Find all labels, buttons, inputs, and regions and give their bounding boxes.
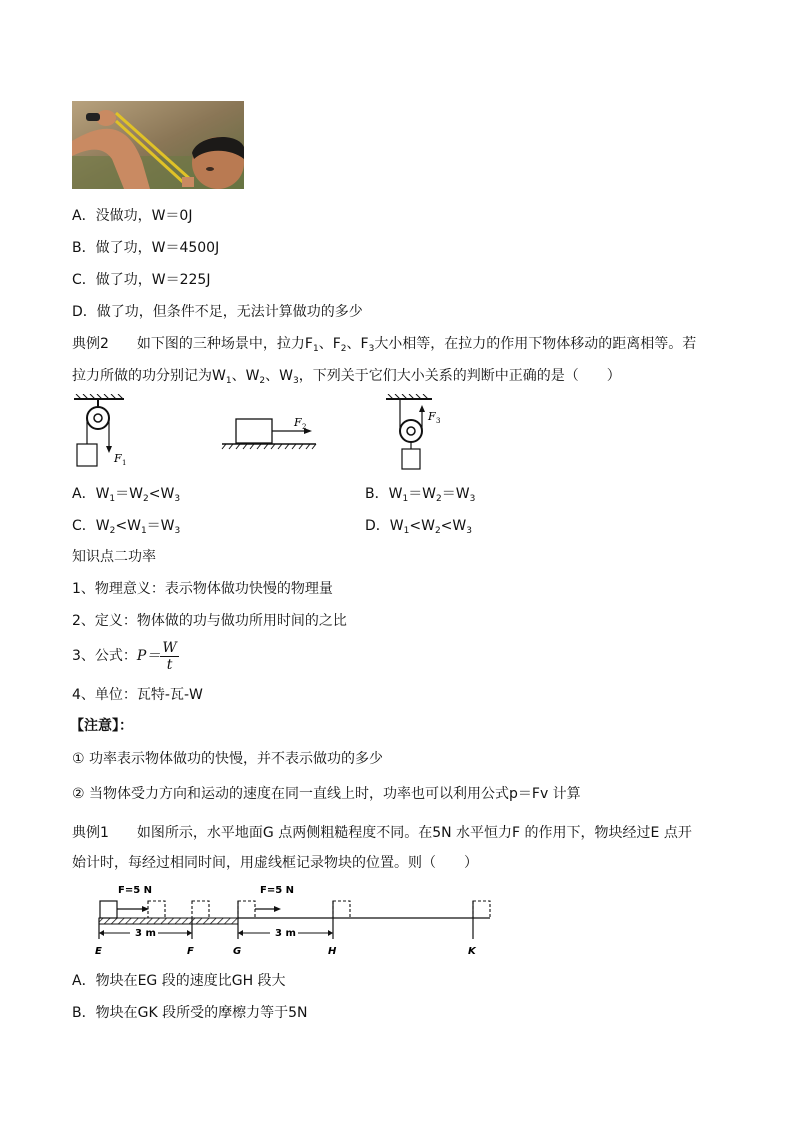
label-f2-sub: 2 [302, 423, 307, 431]
separator: 、W [265, 368, 293, 384]
subscript: 1 [402, 494, 409, 504]
subscript: 1 [140, 526, 147, 536]
formula-denominator: t [166, 656, 173, 673]
slingshot-photo [72, 101, 244, 189]
block-start [100, 901, 117, 918]
separator: 、W [231, 368, 260, 384]
movable-pulley-figure [386, 394, 440, 469]
opt-text: ＝W [408, 486, 437, 502]
formula-numerator: W [162, 639, 177, 656]
prev-option-d: D．做了功，但条件不足，无法计算做功的多少 [72, 304, 363, 320]
point-label-e: E [95, 946, 102, 957]
example2-text: 如下图的三种场景中，拉力F [136, 336, 313, 352]
subscript: 2 [436, 494, 442, 504]
opt-text: <W [409, 518, 435, 534]
opt-text: D．W [365, 518, 404, 534]
separator: 、F [318, 336, 341, 352]
subscript: 3 [368, 344, 375, 354]
opt-text: ＝W [146, 518, 175, 534]
kp2-title: 知识点二功率 [72, 549, 156, 565]
label-f3: F [428, 410, 436, 423]
example1-label: 典例1 [72, 825, 109, 841]
fixed-pulley-figure [74, 394, 126, 467]
kp2-point1: 1、物理意义：表示物体做功快慢的物理量 [72, 581, 333, 597]
prev-option-c: C．做了功，W＝225J [72, 272, 211, 288]
kp2-point3 [72, 638, 179, 674]
subscript: 3 [469, 494, 476, 504]
subscript: 2 [109, 526, 116, 536]
opt-text: B．W [365, 486, 403, 502]
label-f2: F [294, 416, 302, 429]
subscript: 3 [466, 526, 472, 536]
example1-text: 如图所示，水平地面G 点两侧粗糙程度不同。在5N 水平恒力F 的作用下，物块经过E 点开 [136, 825, 692, 841]
example2-line1 [72, 335, 696, 358]
subscript: 1 [225, 376, 232, 386]
kp2-point4: 4、单位：瓦特-瓦-W [72, 687, 203, 703]
subscript: 3 [293, 376, 299, 386]
example2-text: 拉力所做的功分别记为W [72, 368, 226, 384]
label-f1-sub: 1 [122, 459, 127, 467]
force-label-2: F=5 N [260, 885, 295, 896]
subscript: 2 [143, 494, 149, 504]
example1-line1 [72, 824, 692, 842]
example2-option-c [72, 517, 180, 540]
note-title: 【注意】： [70, 718, 133, 734]
distance-label-2: 3 m [275, 928, 296, 939]
formula-lhs: P＝ [136, 648, 161, 664]
slingshot-photo-art [72, 101, 244, 189]
point-label-k: K [468, 946, 476, 957]
opt-text: <W [148, 486, 175, 502]
subscript: 1 [403, 526, 410, 536]
example2-text: ，下列关于它们大小关系的判断中正确的是（ ） [298, 368, 621, 384]
kp2-point2: 2、定义：物体做的功与做功所用时间的之比 [72, 613, 347, 629]
subscript: 1 [312, 344, 319, 354]
opt-text: A．W [72, 486, 110, 502]
example1-option-b: B．物块在GK 段所受的摩檫力等于5N [72, 1005, 308, 1021]
example2-option-d [365, 517, 472, 540]
example2-text: 大小相等，在拉力的作用下物体移动的距离相等。若 [374, 336, 697, 352]
distance-label-1: 3 m [135, 928, 156, 939]
subscript: 2 [340, 344, 347, 354]
example1-option-a: A．物块在EG 段的速度比GH 段大 [72, 973, 286, 989]
example2-figures [70, 394, 470, 474]
formula-fraction [160, 640, 178, 673]
block-on-floor-figure [222, 416, 316, 449]
opt-text: <W [440, 518, 467, 534]
subscript: 2 [434, 526, 441, 536]
note-item2: ② 当物体受力方向和运动的速度在同一直线上时，功率也可以利用公式p＝Fv 计算 [72, 786, 581, 802]
subscript: 3 [174, 494, 181, 504]
point-label-g: G [233, 946, 242, 957]
example1-figure [90, 881, 500, 961]
opt-text: C．W [72, 518, 110, 534]
formula-label: 3、公式： [72, 648, 137, 664]
subscript: 2 [259, 376, 266, 386]
example2-label: 典例2 [72, 336, 109, 352]
label-f1: F [114, 452, 122, 465]
label-f3-sub: 3 [436, 417, 441, 425]
prev-option-a: A．没做功，W＝0J [72, 208, 193, 224]
example2-option-a [72, 485, 180, 508]
opt-text: <W [115, 518, 141, 534]
example2-line2 [72, 367, 621, 390]
note-item1: ① 功率表示物体做功的快慢，并不表示做功的多少 [72, 751, 383, 767]
separator: 、F [346, 336, 369, 352]
point-label-f: F [187, 946, 194, 957]
prev-option-b: B．做了功，W＝4500J [72, 240, 220, 256]
point-label-h: H [328, 946, 337, 957]
example1-line2: 始计时，每经过相同时间，用虚线框记录物块的位置。则（ ） [72, 855, 478, 871]
subscript: 1 [109, 494, 116, 504]
opt-text: ＝W [115, 486, 143, 502]
subscript: 3 [174, 526, 181, 536]
opt-text: ＝W [441, 486, 470, 502]
force-label-1: F=5 N [118, 885, 153, 896]
example2-option-b [365, 485, 475, 508]
